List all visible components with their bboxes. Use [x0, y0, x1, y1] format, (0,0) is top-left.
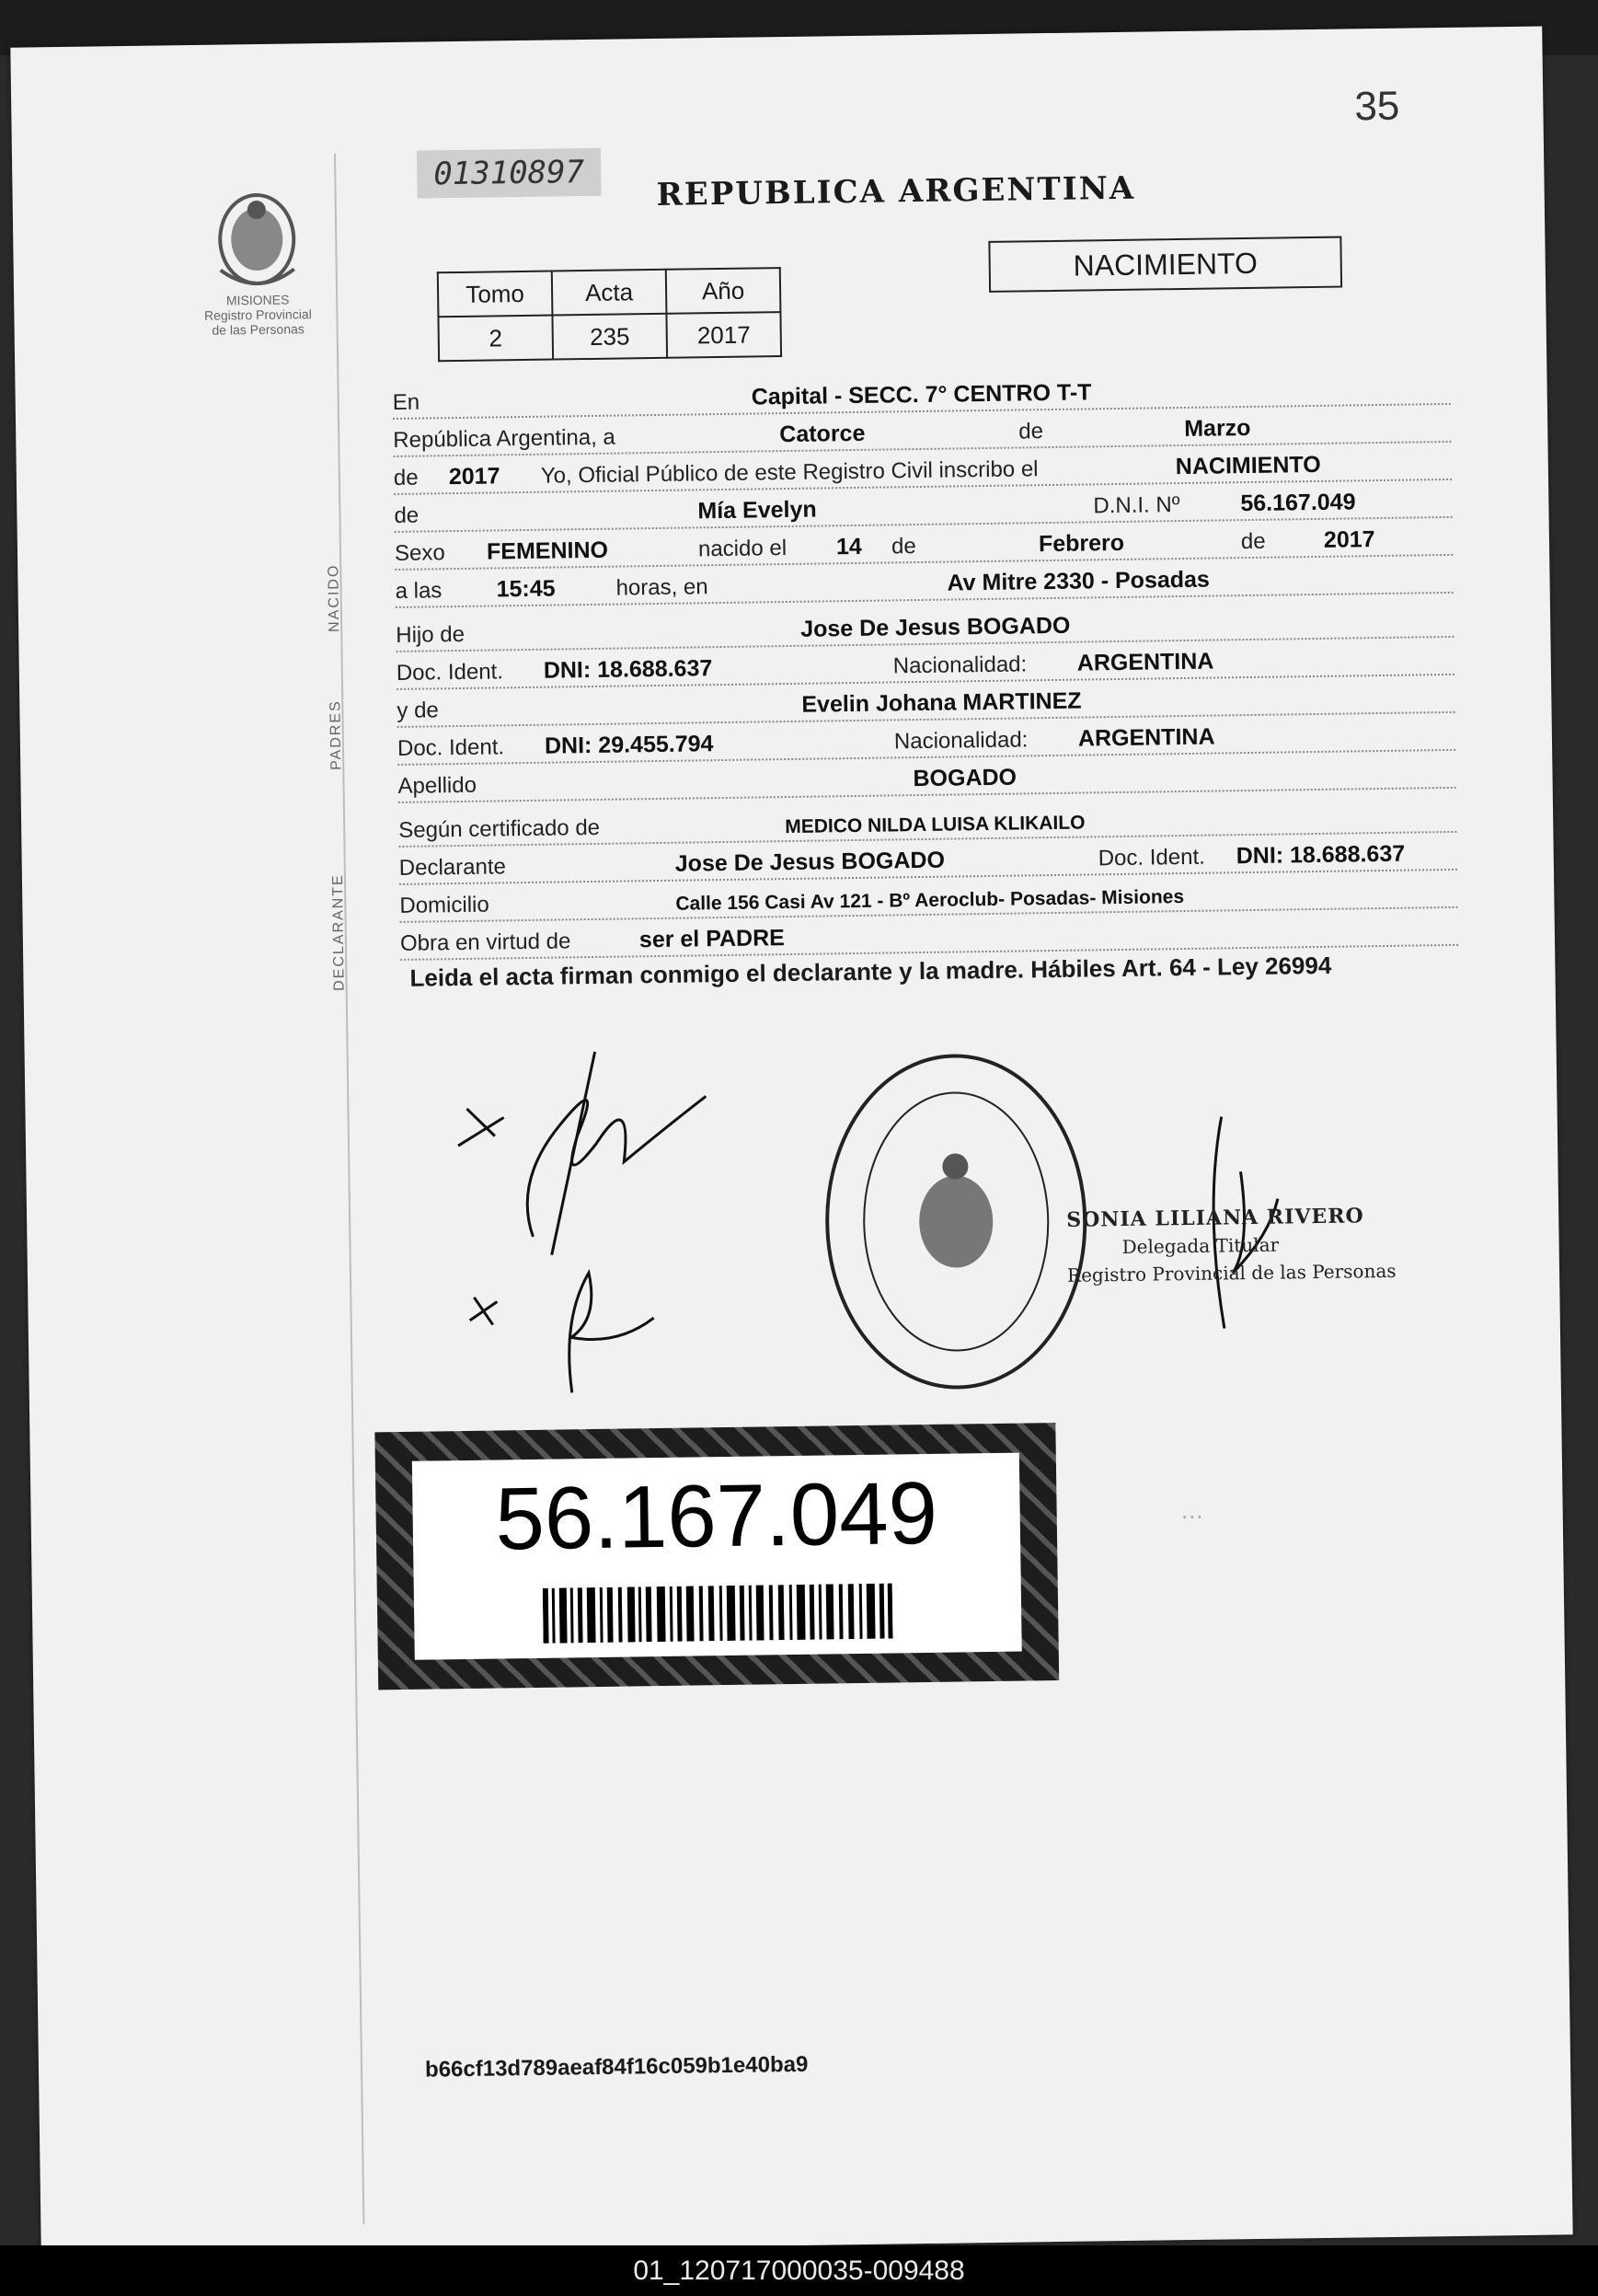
signature-declarante [429, 1012, 765, 1403]
label-white-area [412, 1453, 1022, 1660]
field-label: Nacionalidad: [892, 652, 1028, 679]
record-type-box: NACIMIENTO [988, 237, 1342, 293]
registry-table [437, 267, 782, 362]
margin-line [334, 154, 364, 2224]
field-value: Febrero [1038, 529, 1125, 558]
field-label: Domicilio [399, 892, 489, 918]
field-value: 14 [835, 533, 862, 560]
certificate-form [392, 368, 1458, 962]
official-name-stamp [1066, 1202, 1397, 1289]
field-value: DNI: 18.688.637 [1236, 840, 1406, 870]
table-header: Acta [552, 270, 667, 316]
field-value: 2017 [448, 463, 500, 490]
official-role: Delegada Titular [1121, 1233, 1280, 1258]
seal-caption: MISIONES [225, 292, 290, 308]
field-value: Capital - SECC. 7° CENTRO T-T [751, 379, 1092, 410]
field-label: Doc. Ident. [396, 659, 504, 686]
table-cell: 2 [438, 316, 553, 362]
field-label: horas, en [615, 574, 708, 601]
field-value: MEDICO NILDA LUISA KLIKAILO [785, 812, 1086, 838]
field-value: Mía Evelyn [697, 496, 817, 525]
field-value: ARGENTINA [1076, 648, 1214, 676]
field-label: Sexo [394, 540, 445, 566]
official-office: Registro Provincial de las Personas [1066, 1259, 1397, 1286]
field-label: Doc. Ident. [397, 734, 505, 761]
field-value: Jose De Jesus BOGADO [674, 847, 946, 877]
field-value: BOGADO [913, 764, 1017, 792]
seal-caption: de las Personas [212, 321, 305, 338]
field-value: Av Mitre 2330 - Posadas [947, 566, 1211, 596]
field-value: Catorce [779, 420, 866, 448]
field-label: de [394, 502, 420, 528]
field-label: D.N.I. Nº [1093, 492, 1180, 519]
bleed-through-text: ⋯ [1180, 1504, 1203, 1530]
field-label: Nacionalidad: [893, 727, 1029, 755]
field-label: Yo, Oficial Público de este Registro Civil inscribo el [540, 456, 1039, 489]
country-title: REPUBLICA ARGENTINA [656, 169, 1136, 213]
field-value: Evelin Johana MARTINEZ [801, 687, 1082, 718]
table-cell: 2017 [666, 312, 781, 358]
field-value: Marzo [1184, 414, 1251, 442]
field-label: de [891, 534, 916, 560]
table-header: Año [666, 268, 781, 314]
seal-caption: Registro Provincial [203, 306, 312, 323]
field-label: de [1018, 419, 1044, 444]
field-value: Calle 156 Casi Av 121 - Bº Aeroclub- Posadas- Misiones [675, 886, 1185, 915]
field-label: Apellido [397, 772, 477, 799]
page-number: 35 [1354, 83, 1400, 130]
field-value: ser el PADRE [638, 925, 786, 953]
field-value: ARGENTINA [1077, 723, 1215, 752]
field-label: Según certificado de [398, 814, 601, 843]
field-value: 56.167.049 [1240, 489, 1356, 517]
side-label-padres: PADRES [328, 699, 345, 770]
field-label: República Argentina, a [393, 424, 615, 453]
dni-label-number: 56.167.049 [494, 1463, 938, 1569]
footer-id: 01_120717000035-009488 [0, 2245, 1598, 2296]
field-label: a las [395, 578, 443, 604]
document-hash: b66cf13d789aeaf84f16c059b1e40ba9 [424, 2051, 809, 2083]
field-label: nacido el [697, 536, 788, 562]
field-label: y de [397, 698, 439, 723]
field-value: Jose De Jesus BOGADO [800, 612, 1071, 642]
field-value: 2017 [1323, 526, 1375, 553]
province-seal-logo [178, 181, 336, 349]
table-header: Tomo [438, 271, 553, 317]
id-label-sticker [374, 1423, 1059, 1690]
table-cell: 235 [552, 314, 667, 360]
field-label: Doc. Ident. [1098, 844, 1205, 871]
field-label: Declarante [398, 854, 507, 881]
official-name: SONIA LILIANA RIVERO [1066, 1204, 1364, 1232]
birth-certificate-page [10, 26, 1572, 2256]
closing-statement: Leida el acta firman conmigo el declarante y la madre. Hábiles Art. 64 - Ley 26994 [409, 951, 1332, 992]
field-label: Obra en virtud de [399, 929, 571, 956]
field-value: FEMENINO [486, 537, 609, 565]
side-label-declarante: DECLARANTE [329, 873, 348, 991]
side-label-nacido: NACIDO [326, 563, 343, 633]
field-value: DNI: 18.688.637 [543, 655, 713, 684]
field-value: DNI: 29.455.794 [544, 731, 714, 759]
field-value: NACIMIENTO [1175, 451, 1321, 480]
coat-of-arms-icon [201, 181, 313, 294]
field-label: de [393, 465, 419, 490]
field-label: En [392, 389, 420, 415]
field-value: 15:45 [496, 575, 556, 603]
serial-number: 01310897 [417, 148, 601, 199]
field-label: Hijo de [396, 621, 466, 648]
field-label: de [1240, 528, 1266, 555]
barcode [543, 1584, 893, 1644]
